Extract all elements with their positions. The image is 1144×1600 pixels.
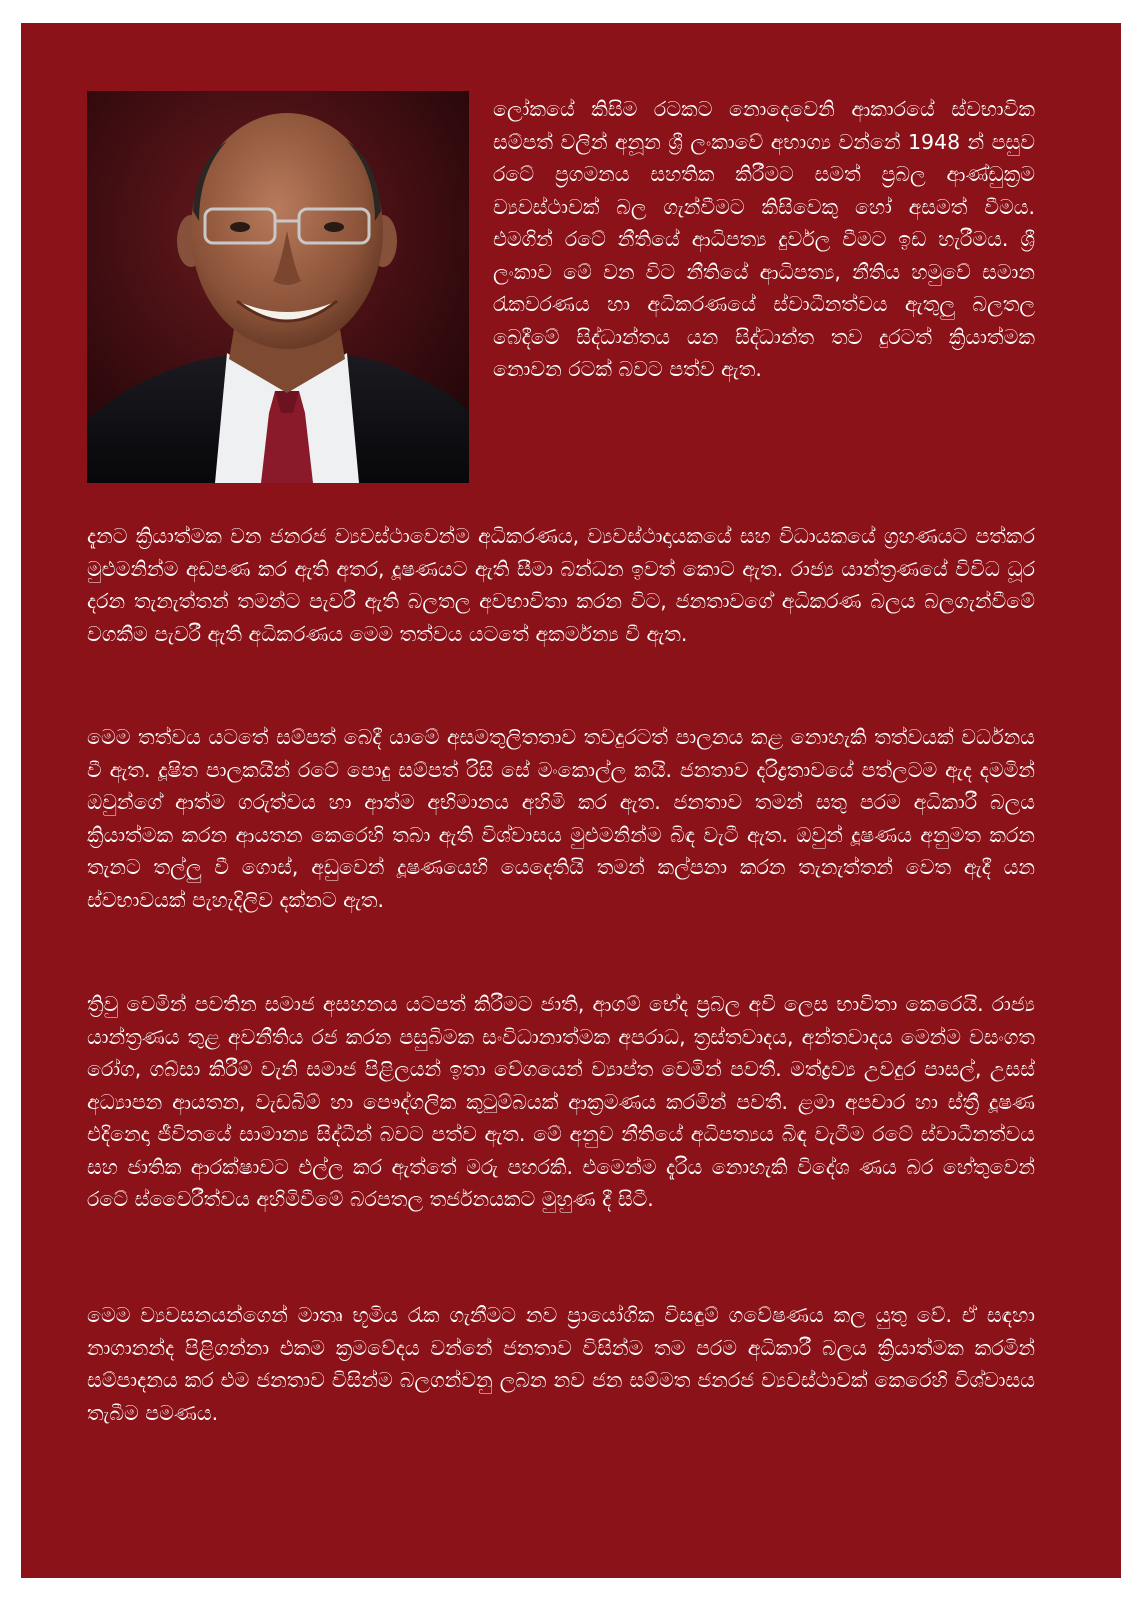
paragraph-4: ත්‍රිවු වෙමින් පවතින සමාජ අසහනය යටපත් කිරීමට ජාති, ආගම් භේද ප්‍රබල අවි ලෙස භාවිතා කෙරෙයි. රාජ්‍ය යාන්ත්‍රණය තුළ අවනීතිය රජ කරන පසුබිමක සංවිධානාත්මක අපරාධ, ත්‍රස්තවාදය, අන්තවාදය මෙන්ම වසංගත රෝග, ගබ්සා කිරීම් වැනි සමාජ පිළිලයන් ඉතා වේගයෙන් ව්‍යාප්ත වෙමින් පවතී. මත්ද්‍රව්‍ය උවදුර පාසල්, උසස් අධ්‍යාපන ආයතන, වැඩබිම් හා පෞද්ගලික කුටුම්බයක් ආක්‍රමණය කරමින් පවතී. ළමා අපචාර හා ස්ත්‍රී දූෂණ එදිනෙදා ජීවිතයේ සාමාන්‍ය සිද්ධීන් බවට පත්ව ඇත. මේ අනුව නීතියේ අධිපත්‍යය බිඳ වැටීම රටේ ස්වාධීනත්වය සහ ජාතික ආරක්ෂාවට එල්ල කර ඇත්තේ මරු පහරකි. එමෙන්ම දැරිය නොහැකි විදේශ ණය බර හේතුවෙන් රටේ ස්වෛරීත්වය අහිමිවීමේ බරපතල තර්ජනයකට මුහුණ දී සිටී. [87,992,1035,1211]
paragraph-5: මෙම ව්‍යවසනයන්ගෙන් මාතෘ භූමිය රැක ගැනීමට නව ප්‍රායෝගික විසඳුම් ගවේෂණය කල යුතු වේ. ඒ සඳහා නාගානන්ද පිළිගන්නා එකම ක්‍රමවේදය වන්නේ ජනතාව විසින්ම තම පරම අධිකාරී බලය ක්‍රියාත්මක කරමින් සම්පාදනය කර එම ජනතාව විසින්ම බලගන්වනු ලබන නව ජන සම්මත ජනරජ ව්‍යවස්ථාවක් කෙරෙහි විශ්වාසය තැබීම පමණය. [87,1303,1035,1425]
paragraph-3: මෙම තත්වය යටතේ සම්පත් බෙදී යාමේ අසමතුලිතතාව තවදුරටත් පාලනය කළ නොහැකි තත්වයක් වර්ධනය වී ඇත. දූෂිත පාලකයින් රටේ පොදු සම්පත් රිසි සේ මංකොල්ල කයි. ජනතාව දරිද්‍රතාවයේ පත්ලටම ඇද දමමින් ඔවුන්ගේ ආත්ම ගරුත්වය හා ආත්ම අභිමානය අහිමි කර ඇත. ජනතාව තමන් සතු පරම අධිකාරී බලය ක්‍රියාත්මක කරන ආයතන කෙරෙහි තබා ඇති විශ්වාසය මුළුමනින්ම බිඳ වැටී ඇත. ඔවුන් දූෂණය අනුමත කරන තැනට තල්ලු වී ගොස්, අඩුවෙන් දූෂණයෙහි යෙදෙතියි තමන් කල්පනා කරන තැනැත්තන් වෙත ඇදී යන ස්වභාවයක් පැහැදිලිව දක්නට ඇත. [87,725,1035,912]
paragraph-1: ලෝකයේ කිසිම රටකට නොදෙවෙනි ආකාරයේ ස්වභාවික සම්පත් වලින් අනූන ශ්‍රී ලංකාවේ අභාග්‍ය වන්නේ 1948 න් පසුව රටේ ප්‍රගමනය සහතික කිරීමට සමත් ප්‍රබල ආණ්ඩුක්‍රම ව්‍යවස්ථාවක් බල ගැන්වීමට කිසිවෙකු හෝ අසමත් වීමය. එමගින් රටේ නීතියේ ආධිපත්‍ය දුර්වල වීමට ඉඩ හැරීමය. ශ්‍රී ලංකාව මේ වන විට නීතියේ ආධිපත්‍ය, නීතිය හමුවේ සමාන රැකවරණය හා අධිකරණයේ ස්වාධීනත්වය ඇතුලු බලතල බෙදීමේ සිද්ධාන්තය යන සිද්ධාන්ත තව දුරටත් ක්‍රියාත්මක නොවන රටක් බවට පත්ව ඇත. [493,97,1035,381]
page-background [21,23,1121,1578]
portrait-photo [87,91,469,483]
paragraph-2: දැනට ක්‍රියාත්මක වන ජනරජ ව්‍යවස්ථාවෙන්ම අධිකරණය, ව්‍යවස්ථාදායකයේ සහ විධායකයේ ග්‍රහණයට පත්කර මුළුමනින්ම අඩපණ කර ඇති අතර, දූෂණයට ඇති සීමා බන්ධන ඉවත් කොට ඇත. රාජ්‍ය යාන්ත්‍රණයේ විවිධ ධූර දරන තැනැත්තන් තමන්ට පැවරී ඇති බලතල අවභාවිතා කරන විට, ජනතාවගේ අධිකරණ බලය බලගැන්වීමේ වගකීම පැවරී ඇති අධිකරණය මෙම තත්වය යටතේ අකර්මන්‍ය වී ඇත. [87,524,1035,646]
